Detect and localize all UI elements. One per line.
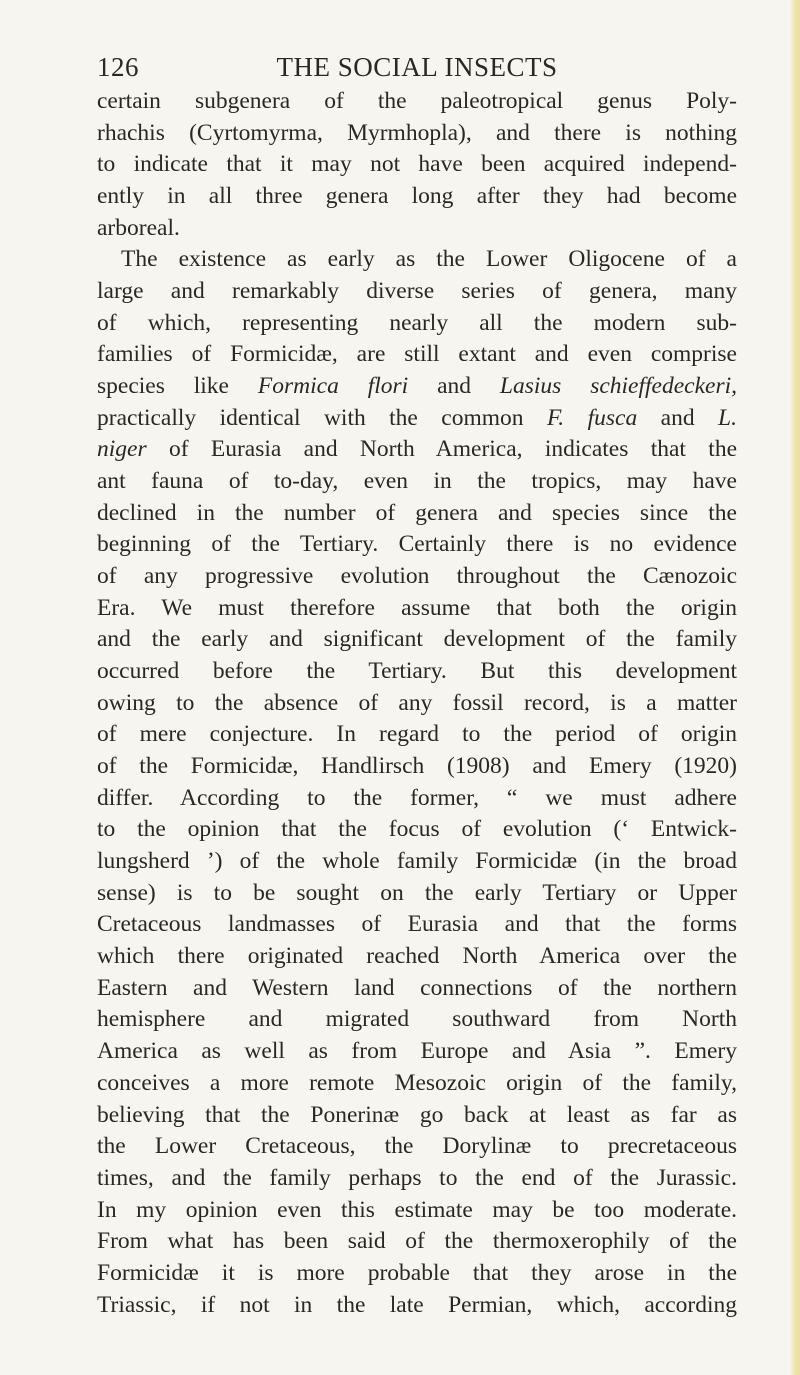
text-run: and — [408, 373, 500, 400]
text-line: of mere conjecture. In regard to the period of origin — [97, 721, 737, 748]
page-edge — [790, 0, 800, 1375]
text-line: ently in all three genera long after they had become — [97, 183, 737, 210]
running-title: THE SOCIAL INSECTS — [276, 52, 558, 82]
text-line: Formicidæ it is more probable that they arose in the — [97, 1259, 737, 1286]
text-line: hemisphere and migrated southward from North — [97, 1006, 737, 1033]
italic-term: Formica flori — [257, 373, 409, 400]
italic-term: F. fusca — [546, 404, 638, 431]
text-line — [97, 434, 737, 466]
text-line: declined in the number of genera and species since the — [97, 499, 737, 526]
text-line: certain subgenera of the paleotropical genus Poly- — [97, 88, 737, 114]
text-line: Era. We must therefore assume that both the origin — [97, 594, 737, 621]
text-line: times, and the family perhaps to the end of the Jurassic. — [97, 1164, 737, 1191]
italic-term: niger — [97, 436, 147, 463]
text-line: differ. According to the former, “ we must adhere — [97, 784, 737, 811]
text-line: ant fauna of to-day, even in the tropics, may have — [97, 468, 737, 495]
text-line: of which, representing nearly all the modern sub- — [97, 309, 737, 336]
text-line: America as well as from Europe and Asia ”. Emery — [97, 1038, 737, 1065]
page-number: 126 — [97, 52, 139, 82]
text-line: sense) is to be sought on the early Tertiary or Upper — [97, 879, 737, 906]
italic-term: Lasius schieffedeckeri, — [499, 373, 737, 400]
italic-term: L. — [718, 404, 737, 431]
text-line: lungsherd ’) of the whole family Formicidæ (in the broad — [97, 848, 737, 875]
text-run: of Eurasia and North America, indicates that the — [146, 436, 737, 463]
text-line: beginning of the Tertiary. Certainly there is no evidence — [97, 531, 737, 558]
text-line: of the Formicidæ, Handlirsch (1908) and Emery (1920) — [97, 753, 737, 780]
text-line: and the early and significant development of the family — [97, 626, 737, 653]
text-line: large and remarkably diverse series of genera, many — [97, 278, 737, 305]
text-line: rhachis (Cyrtomyrma, Myrmhopla), and there is nothing — [97, 119, 737, 146]
text-run: species like — [97, 373, 258, 400]
text-line: Cretaceous landmasses of Eurasia and that the forms — [97, 911, 737, 938]
text-line: which there originated reached North America over the — [97, 943, 737, 970]
text-line: arboreal. — [97, 214, 180, 241]
text-line: Eastern and Western land connections of the northern — [97, 974, 737, 1001]
text-line: to the opinion that the focus of evolution (‘ Entwick- — [97, 816, 737, 843]
text-line — [97, 371, 737, 403]
text-line: believing that the Ponerinæ go back at least as far as — [97, 1101, 737, 1128]
text-line: the Lower Cretaceous, the Dorylinæ to precretaceous — [97, 1133, 737, 1160]
text-line: conceives a more remote Mesozoic origin of the family, — [97, 1069, 737, 1096]
text-line: Triassic, if not in the late Permian, which, according — [97, 1291, 737, 1318]
text-line: The existence as early as the Lower Oligocene of a — [121, 246, 737, 273]
text-line: to indicate that it may not have been acquired independ- — [97, 151, 737, 178]
text-line: occurred before the Tertiary. But this development — [97, 658, 737, 685]
page-header — [97, 52, 737, 86]
text-line: owing to the absence of any fossil record, is a matter — [97, 689, 737, 716]
text-line: families of Formicidæ, are still extant and even comprise — [97, 341, 737, 368]
body-text — [97, 86, 737, 1321]
text-run: practically identical with the common — [97, 404, 547, 431]
text-line: From what has been said of the thermoxerophily of the — [97, 1228, 737, 1255]
text-line — [97, 403, 737, 435]
text-run: and — [637, 404, 719, 431]
text-line: In my opinion even this estimate may be too moderate. — [97, 1196, 737, 1223]
text-line: of any progressive evolution throughout the Cænozoic — [97, 563, 737, 590]
